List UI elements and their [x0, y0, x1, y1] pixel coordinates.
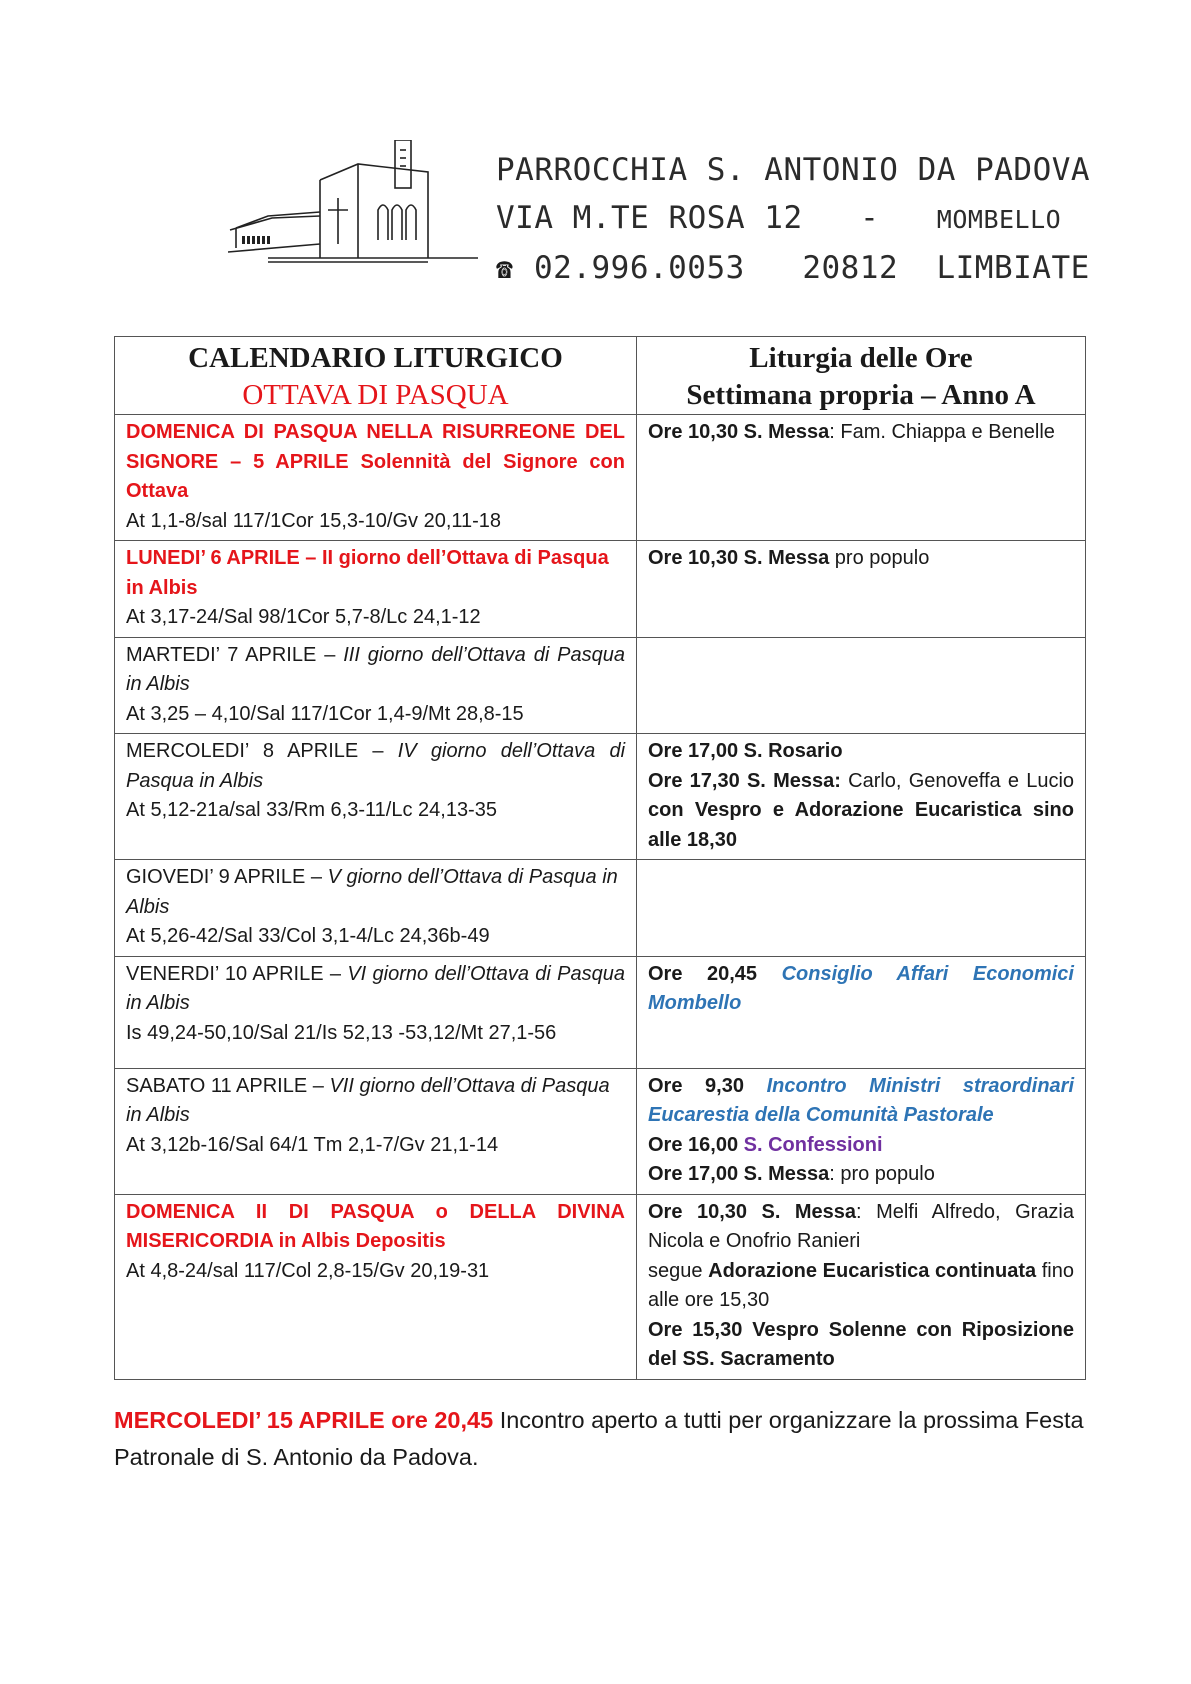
event-time: Ore 17,30 S. Messa: [648, 769, 841, 792]
table-row [115, 415, 1086, 541]
event-line: Ore 15,30 Vespro Solenne con Riposizione del SS. Sacramento [648, 1318, 1074, 1370]
day-description: VII giorno dell’Ottava di Pasqua in Albis [126, 1074, 610, 1126]
day-title [126, 863, 625, 922]
day-cell [115, 1068, 637, 1194]
events-cell [637, 956, 1086, 1068]
event-line [648, 767, 1074, 856]
table-row [115, 637, 1086, 734]
table-row [115, 734, 1086, 860]
day-description: III giorno dell’Ottava di Pasqua in Albis [126, 643, 625, 695]
events-cell [637, 734, 1086, 860]
day-title [126, 960, 625, 1019]
parish-address [496, 194, 1090, 244]
event-line [648, 544, 1074, 574]
day-description: VI giorno dell’Ottava di Pasqua in Albis [126, 962, 626, 1014]
day-cell [115, 956, 637, 1068]
event-detail: fino alle ore 15,30 [648, 1259, 1074, 1311]
event-time: Adorazione Eucaristica continuata [708, 1259, 1037, 1282]
readings: At 3,17-24/Sal 98/1Cor 5,7-8/Lc 24,1-12 [126, 606, 481, 628]
event-line [648, 1257, 1074, 1316]
table-header-row [115, 337, 1086, 415]
city: LIMBIATE [936, 250, 1090, 286]
event-detail: Incontro Ministri straordinari Eucarestia della Comunità Pastorale [648, 1074, 1074, 1126]
octave-title: OTTAVA DI PASQUA [242, 379, 509, 411]
day-cell [115, 637, 637, 734]
event-time: Ore 20,45 [648, 962, 758, 985]
table-row [115, 1068, 1086, 1194]
letterhead [228, 140, 1091, 290]
table-row [115, 860, 1086, 957]
event-line [648, 1198, 1074, 1257]
announcement-note [114, 1402, 1086, 1476]
readings: At 5,12-21a/sal 33/Rm 6,3-11/Lc 24,13-35 [126, 799, 497, 821]
events-cell [637, 637, 1086, 734]
readings: Is 49,24-50,10/Sal 21/Is 52,13 -53,12/Mt 27,1-56 [126, 1021, 557, 1044]
liturgy-title: Liturgia delle Ore [749, 342, 973, 374]
events-cell [637, 860, 1086, 957]
event-line: Ore 17,00 S. Rosario [648, 740, 843, 762]
event-line [648, 1072, 1074, 1131]
events-cell [637, 1194, 1086, 1379]
day-title: LUNEDI’ 6 APRILE – II giorno dell’Ottava di Pasqua in Albis [126, 547, 609, 599]
parish-contacts [496, 244, 1090, 293]
announcement-date: MERCOLEDI’ 15 APRILE ore 20,45 [114, 1407, 494, 1433]
liturgical-calendar-table [114, 336, 1086, 1380]
day-cell [115, 415, 637, 541]
readings: At 5,26-42/Sal 33/Col 3,1-4/Lc 24,36b-49 [126, 925, 490, 947]
readings: At 1,1-8/sal 117/1Cor 15,3-10/Gv 20,11-18 [126, 509, 502, 532]
event-time: Ore 10,30 S. Messa [648, 1200, 857, 1223]
table-row [115, 956, 1086, 1068]
event-detail: Consiglio Affari Economici Mombello [648, 962, 1074, 1014]
announcement-text: Incontro aperto a tutti per organizzare la prossima Festa Patronale di S. Antonio da Padova. [114, 1407, 1084, 1470]
event-detail: : Melfi Alfredo, Grazia Nicola e Onofrio Ranieri [648, 1200, 1075, 1252]
postcode: 20812 [802, 250, 899, 286]
day-title [126, 737, 625, 796]
day-title: DOMENICA II DI PASQUA o DELLA DIVINA MISERICORDIA in Albis Depositis [126, 1200, 625, 1252]
event-detail: pro populo [829, 547, 930, 569]
address-street: VIA M.TE ROSA 12 [496, 200, 803, 236]
event-detail: : Fam. Chiappa e Benelle [829, 421, 1055, 443]
day-title [126, 641, 625, 700]
day-cell [115, 734, 637, 860]
day-name: MERCOLEDI’ 8 APRILE – [126, 740, 384, 762]
day-name: VENERDI’ 10 APRILE – [126, 962, 341, 985]
calendar-title: CALENDARIO LITURGICO [188, 342, 563, 374]
event-line [648, 960, 1074, 1019]
event-time: Ore 10,30 S. Messa [648, 421, 830, 443]
event-time: Ore 9,30 [648, 1074, 744, 1097]
address-locality: MOMBELLO [936, 205, 1062, 234]
parish-name: PARROCCHIA S. ANTONIO DA PADOVA [496, 152, 1091, 188]
day-cell [115, 541, 637, 638]
event-time: Ore 10,30 S. Messa [648, 547, 830, 569]
day-description: IV giorno dell’Ottava di Pasqua in Albis [126, 740, 626, 792]
church-logo [228, 140, 498, 280]
table-row [115, 1194, 1086, 1379]
readings: At 3,12b-16/Sal 64/1 Tm 2,1-7/Gv 21,1-14 [126, 1133, 499, 1156]
events-cell [637, 1068, 1086, 1194]
event-line [648, 418, 1074, 448]
day-description: V giorno dell’Ottava di Pasqua in Albis [126, 866, 618, 918]
week-title: Settimana propria – Anno A [686, 379, 1036, 411]
event-detail: Carlo, Genoveffa e Lucio [840, 769, 1075, 792]
events-cell [637, 415, 1086, 541]
event-line [648, 1160, 1074, 1190]
event-detail: : pro populo [829, 1163, 935, 1185]
day-cell [115, 1194, 637, 1379]
event-extra: con Vespro e Adorazione Eucaristica sino alle 18,30 [648, 799, 1074, 851]
day-title [126, 1072, 625, 1131]
day-title: DOMENICA DI PASQUA NELLA RISURREONE DEL SIGNORE – 5 APRILE Solennità del Signore con Ottava [126, 421, 625, 502]
event-time: Ore 17,00 S. Messa [648, 1163, 830, 1185]
day-name: SABATO 11 APRILE – [126, 1074, 324, 1097]
day-name: GIOVEDI’ 9 APRILE – [126, 866, 323, 888]
event-line [648, 1131, 1074, 1161]
event-time: Ore 16,00 [648, 1133, 739, 1156]
header-left [115, 337, 637, 415]
header-right [637, 337, 1086, 415]
event-prefix: segue [648, 1259, 709, 1282]
address-separator: - [860, 200, 880, 236]
day-name: MARTEDI’ 7 APRILE – [126, 643, 336, 666]
table-row [115, 541, 1086, 638]
telephone-icon: ☎ [496, 252, 514, 285]
event-detail: S. Confessioni [743, 1133, 883, 1156]
readings: At 3,25 – 4,10/Sal 117/1Cor 1,4-9/Mt 28,8-15 [126, 702, 524, 725]
phone-number: 02.996.0053 [534, 250, 745, 286]
events-cell [637, 541, 1086, 638]
day-cell [115, 860, 637, 957]
readings: At 4,8-24/sal 117/Col 2,8-15/Gv 20,19-31 [126, 1259, 490, 1282]
